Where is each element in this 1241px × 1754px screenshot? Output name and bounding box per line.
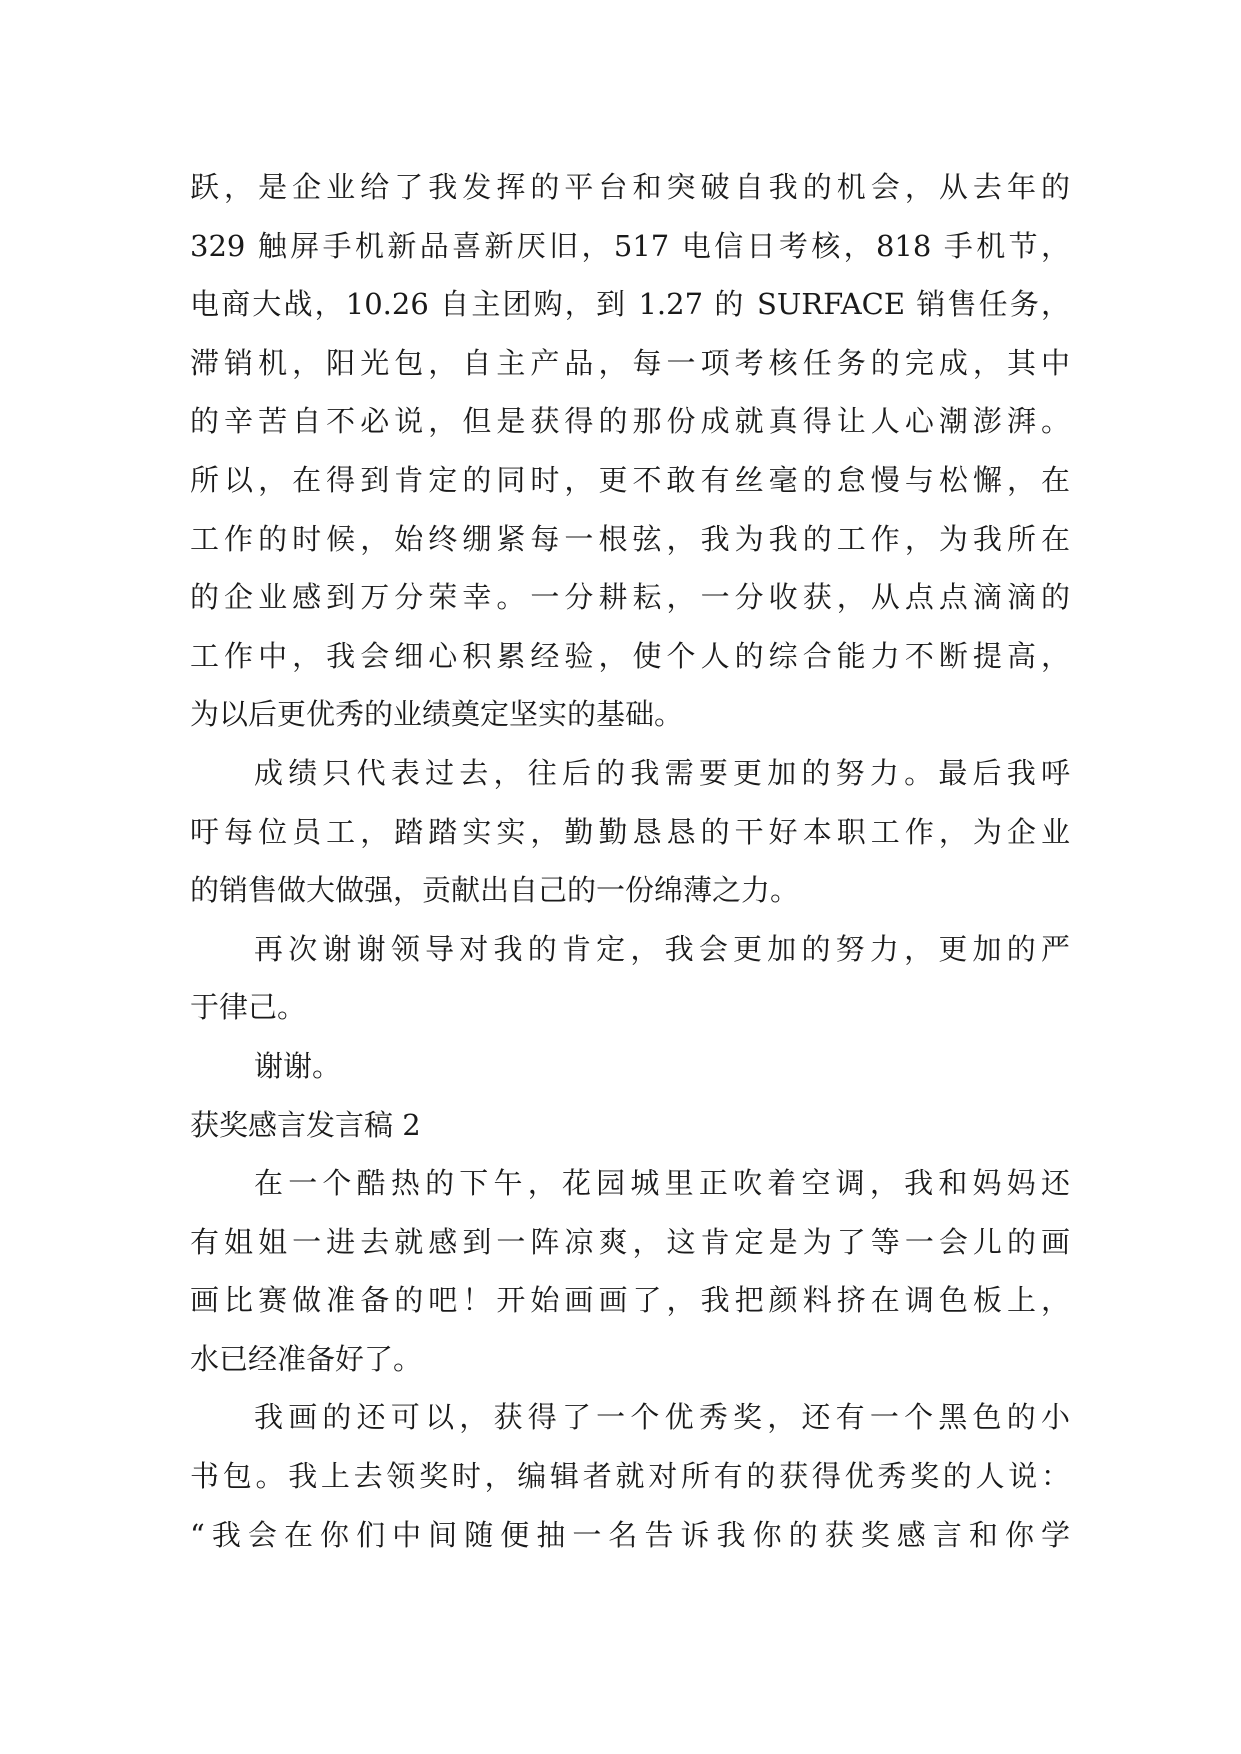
paragraph [190,1388,1070,1564]
text-line: 工作的时候，始终绷紧每一根弦，我为我的工作，为我所在 [190,521,1070,556]
section-heading [190,1096,1070,1155]
paragraph [190,744,1070,920]
text-line: 在一个酷热的下午，花园城里正吹着空调，我和妈妈还 [254,1166,1070,1201]
paragraph [190,1037,1070,1096]
text-line: 的销售做大做强，贡献出自己的一份绵薄之力。 [190,873,800,908]
text-line: 我画的还可以，获得了一个优秀奖，还有一个黑色的小 [254,1400,1070,1435]
text-line: 谢谢。 [254,1048,342,1083]
text-line: 跃，是企业给了我发挥的平台和突破自我的机会，从去年的 [190,170,1070,204]
text-line: 工作中，我会细心积累经验，使个人的综合能力不断提高， [190,638,1070,673]
text-line: 329 触屏手机新品喜新厌旧，517 电信日考核，818 手机节， [190,228,1070,263]
text-line: 的企业感到万分荣幸。一分耕耘，一分收获，从点点滴滴的 [190,580,1070,615]
text-line: 的辛苦自不必说，但是获得的那份成就真得让人心潮澎湃。 [190,404,1070,439]
text-line: 为以后更优秀的业绩奠定坚实的基础。 [190,697,684,732]
text-line: 画比赛做准备的吧！开始画画了，我把颜料挤在调色板上， [190,1283,1070,1318]
heading-text: 获奖感言发言稿 2 [190,1107,421,1142]
paragraph [190,158,1070,744]
paragraph [190,920,1070,1037]
text-line: 书包。我上去领奖时，编辑者就对所有的获得优秀奖的人说： [190,1459,1070,1494]
text-line: 电商大战，10.26 自主团购，到 1.27 的 SURFACE 销售任务， [190,287,1070,322]
text-line: 吁每位员工，踏踏实实，勤勤恳恳的干好本职工作，为企业 [190,814,1070,849]
document-body [190,158,1070,1564]
text-line: “我会在你们中间随便抽一名告诉我你的获奖感言和你学 [190,1517,1070,1552]
text-line: 成绩只代表过去，往后的我需要更加的努力。最后我呼 [254,755,1070,790]
text-line: 于律己。 [190,990,307,1025]
text-line: 所以，在得到肯定的同时，更不敢有丝毫的怠慢与松懈，在 [190,462,1070,497]
text-line: 滞销机，阳光包，自主产品，每一项考核任务的完成，其中 [190,345,1070,380]
paragraph [190,1154,1070,1388]
text-line: 有姐姐一进去就感到一阵凉爽，这肯定是为了等一会儿的画 [190,1224,1070,1259]
text-line: 再次谢谢领导对我的肯定，我会更加的努力，更加的严 [254,931,1070,966]
text-line: 水已经准备好了。 [190,1341,423,1376]
